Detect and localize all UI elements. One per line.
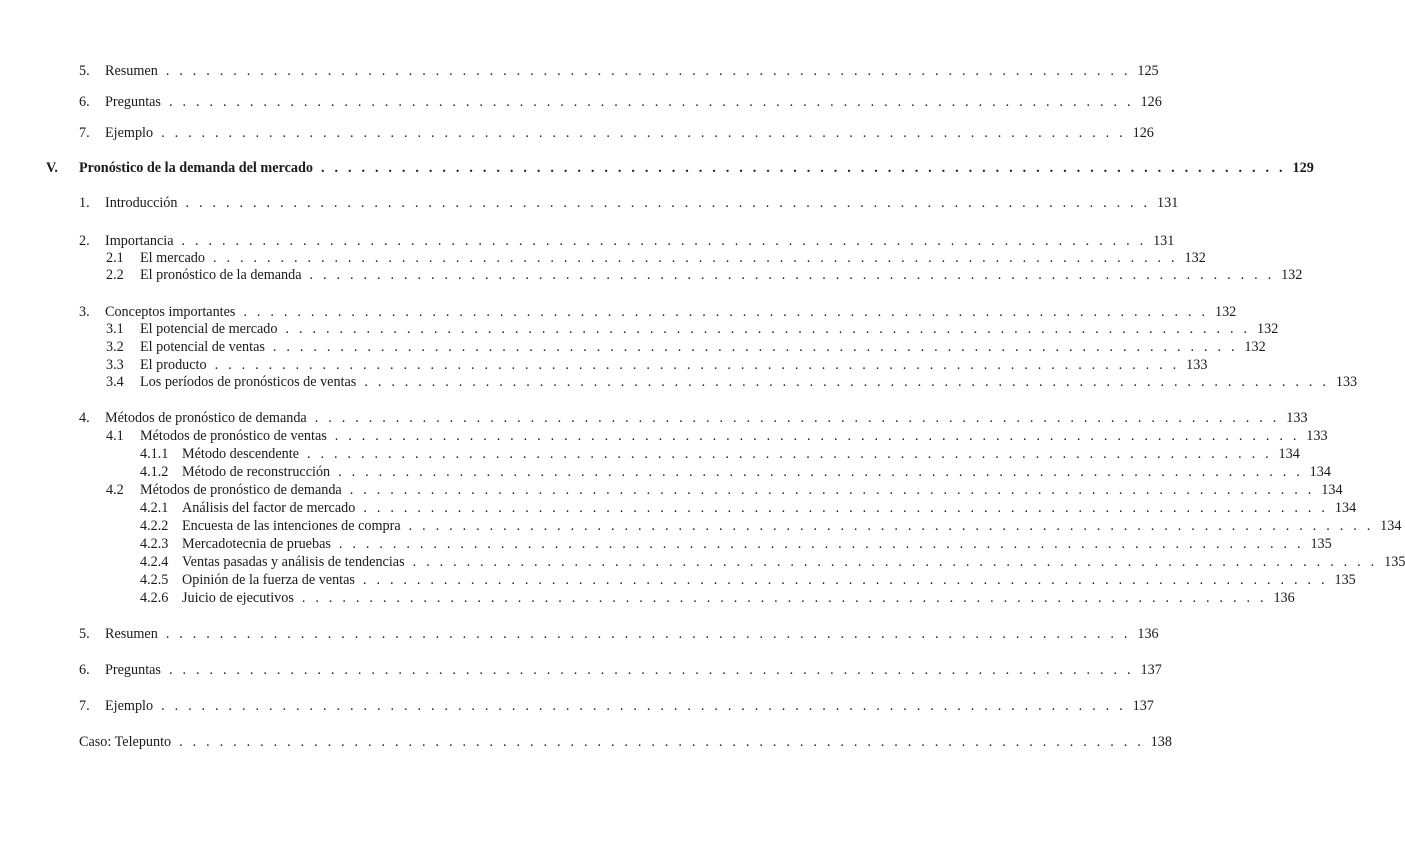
toc-entry-potencial-mercado[interactable]	[106, 320, 1279, 338]
entry-page: 137	[1140, 662, 1162, 678]
toc-entry-potencial-ventas[interactable]	[106, 338, 1266, 356]
entry-page: 126	[1140, 94, 1162, 110]
dot-leader: . . . . . . . . . . . . . . . . . . . . . . . . . . . . . . . . . . . . . . . . . . . . . . . . . . . . . . . . . . . . . . . . . . . . . . . .	[309, 267, 1275, 283]
entry-title: Método de reconstrucción	[182, 464, 331, 480]
entry-number: 3.	[79, 304, 90, 320]
entry-title: Los períodos de pronósticos de ventas	[140, 374, 357, 390]
dot-leader: . . . . . . . . . . . . . . . . . . . . . . . . . . . . . . . . . . . . . . . . . . . . . . . . . . . . . . . . . . . . . . . . . . . . . . . .	[338, 464, 1303, 480]
entry-title: Juicio de ejecutivos	[182, 590, 294, 606]
dot-leader: . . . . . . . . . . . . . . . . . . . . . . . . . . . . . . . . . . . . . . . . . . . . . . . . . . . . . . . . . . . . . . . . . . . . . . . .	[243, 304, 1209, 320]
toc-entry-resumen[interactable]	[79, 62, 1159, 80]
entry-title: Resumen	[105, 63, 158, 79]
dot-leader: . . . . . . . . . . . . . . . . . . . . . . . . . . . . . . . . . . . . . . . . . . . . . . . . . . . . . . . . . . . . . . . . . . . . . . . .	[320, 160, 1286, 176]
dot-leader: . . . . . . . . . . . . . . . . . . . . . . . . . . . . . . . . . . . . . . . . . . . . . . . . . . . . . . . . . . . . . . . . . . . . . . . .	[168, 94, 1134, 110]
toc-entry-analisis-factor[interactable]	[140, 499, 1357, 517]
entry-number: 5.	[79, 63, 90, 79]
entry-page: 133	[1335, 374, 1358, 390]
entry-number: 4.2.4	[140, 554, 169, 570]
toc-entry-conceptos[interactable]	[79, 303, 1237, 321]
dot-leader: . . . . . . . . . . . . . . . . . . . . . . . . . . . . . . . . . . . . . . . . . . . . . . . . . . . . . . . . . . . . . . . . . . . . . . . .	[185, 195, 1151, 211]
entry-number: 4.1.2	[140, 464, 169, 480]
entry-number: 7.	[79, 125, 90, 141]
toc-entry-caso-telepunto[interactable]	[79, 733, 1172, 751]
dot-leader: . . . . . . . . . . . . . . . . . . . . . . . . . . . . . . . . . . . . . . . . . . . . . . . . . . . . . . . . . . . . . . . . . . . . . . . .	[408, 518, 1374, 534]
dot-leader: . . . . . . . . . . . . . . . . . . . . . . . . . . . . . . . . . . . . . . . . . . . . . . . . . . . . . . . . . . . . . . . . . . . . . . . .	[168, 662, 1134, 678]
dot-leader: . . . . . . . . . . . . . . . . . . . . . . . . . . . . . . . . . . . . . . . . . . . . . . . . . . . . . . . . . . . . . . . . . . . . . . . .	[213, 250, 1178, 266]
entry-number: 4.2.6	[140, 590, 169, 606]
dot-leader: . . . . . . . . . . . . . . . . . . . . . . . . . . . . . . . . . . . . . . . . . . . . . . . . . . . . . . . . . . . . . . . . . . . . . . . .	[161, 125, 1126, 141]
dot-leader: . . . . . . . . . . . . . . . . . . . . . . . . . . . . . . . . . . . . . . . . . . . . . . . . . . . . . . . . . . . . . . . . . . . . . . . .	[179, 734, 1144, 750]
dot-leader: . . . . . . . . . . . . . . . . . . . . . . . . . . . . . . . . . . . . . . . . . . . . . . . . . . . . . . . . . . . . . . . . . . . . . . . .	[349, 482, 1315, 498]
entry-title: Mercadotecnia de pruebas	[182, 536, 331, 552]
entry-title: Resumen	[105, 626, 158, 642]
toc-entry-ventas-pasadas[interactable]	[140, 553, 1405, 571]
toc-entry-resumen-2[interactable]	[79, 625, 1159, 643]
entry-number: 4.2.5	[140, 572, 169, 588]
entry-page: 131	[1157, 195, 1179, 211]
entry-page: 134	[1380, 518, 1402, 534]
entry-number: 4.2.2	[140, 518, 169, 534]
entry-title: Preguntas	[105, 94, 161, 110]
toc-entry-preguntas-2[interactable]	[79, 661, 1162, 679]
entry-number: 4.1.1	[140, 446, 169, 462]
entry-number: 3.3	[106, 357, 124, 373]
entry-number: 7.	[79, 698, 90, 714]
toc-chapter-v[interactable]	[46, 159, 1314, 177]
entry-title: Opinión de la fuerza de ventas	[182, 572, 355, 588]
dot-leader: . . . . . . . . . . . . . . . . . . . . . . . . . . . . . . . . . . . . . . . . . . . . . . . . . . . . . . . . . . . . . . . . . . . . . . . .	[314, 410, 1280, 426]
entry-page: 132	[1281, 267, 1303, 283]
entry-page: 134	[1278, 446, 1300, 462]
toc-entry-ejemplo-2[interactable]	[79, 697, 1154, 715]
entry-page: 137	[1132, 698, 1154, 714]
entry-number: 3.2	[106, 339, 124, 355]
entry-title: Conceptos importantes	[105, 304, 236, 320]
entry-page: 133	[1186, 357, 1208, 373]
entry-number: 4.2	[106, 482, 124, 498]
entry-page: 126	[1132, 125, 1154, 141]
dot-leader: . . . . . . . . . . . . . . . . . . . . . . . . . . . . . . . . . . . . . . . . . . . . . . . . . . . . . . . . . . . . . . . . . . . . . . . .	[412, 554, 1378, 570]
entry-page: 134	[1321, 482, 1343, 498]
entry-title: Métodos de pronóstico de demanda	[140, 482, 342, 498]
entry-number: 2.2	[106, 267, 124, 283]
toc-entry-juicio[interactable]	[140, 589, 1295, 607]
entry-page: 132	[1214, 304, 1237, 320]
toc-entry-encuesta[interactable]	[140, 517, 1402, 535]
entry-title: El producto	[140, 357, 207, 373]
entry-number: 3.4	[106, 374, 124, 390]
entry-number: 4.2.3	[140, 536, 169, 552]
toc-entry-el-mercado[interactable]	[106, 249, 1206, 267]
entry-title: Análisis del factor de mercado	[182, 500, 356, 516]
entry-number: 1.	[79, 195, 90, 211]
toc-entry-metodos-pronostico-demanda[interactable]	[106, 481, 1343, 499]
entry-page: 131	[1153, 233, 1175, 249]
dot-leader: . . . . . . . . . . . . . . . . . . . . . . . . . . . . . . . . . . . . . . . . . . . . . . . . . . . . . . . . . . . . . . . . . . . . . . . .	[301, 590, 1267, 606]
entry-number: 5.	[79, 626, 90, 642]
dot-leader: . . . . . . . . . . . . . . . . . . . . . . . . . . . . . . . . . . . . . . . . . . . . . . . . . . . . . . . . . . . . . . . . . . . . . . . .	[165, 63, 1131, 79]
entry-page: 125	[1137, 63, 1159, 79]
entry-page: 133	[1306, 428, 1328, 444]
chapter-number: V.	[46, 160, 58, 176]
toc-entry-mercadotecnia[interactable]	[140, 535, 1332, 553]
dot-leader: . . . . . . . . . . . . . . . . . . . . . . . . . . . . . . . . . . . . . . . . . . . . . . . . . . . . . . . . . . . . . . . . . . . . . . . .	[364, 374, 1330, 390]
toc-entry-introduccion[interactable]	[79, 194, 1179, 212]
entry-page: 136	[1273, 590, 1295, 606]
entry-page: 132	[1257, 321, 1279, 337]
entry-title: Caso: Telepunto	[79, 734, 172, 750]
toc-entry-metodos-ventas[interactable]	[106, 427, 1328, 445]
entry-title: Ventas pasadas y análisis de tendencias	[182, 554, 405, 570]
dot-leader: . . . . . . . . . . . . . . . . . . . . . . . . . . . . . . . . . . . . . . . . . . . . . . . . . . . . . . . . . . . . . . . . . . . . . . . .	[334, 428, 1300, 444]
entry-page: 132	[1184, 250, 1206, 266]
entry-page: 138	[1150, 734, 1172, 750]
entry-page: 132	[1244, 339, 1266, 355]
entry-title: Métodos de pronóstico de ventas	[140, 428, 327, 444]
entry-title: Introducción	[105, 195, 178, 211]
entry-title: Importancia	[105, 233, 174, 249]
dot-leader: . . . . . . . . . . . . . . . . . . . . . . . . . . . . . . . . . . . . . . . . . . . . . . . . . . . . . . . . . . . . . . . . . . . . . . . .	[307, 446, 1272, 462]
toc-entry-ejemplo[interactable]	[79, 124, 1154, 142]
entry-number: 2.1	[106, 250, 124, 266]
dot-leader: . . . . . . . . . . . . . . . . . . . . . . . . . . . . . . . . . . . . . . . . . . . . . . . . . . . . . . . . . . . . . . . . . . . . . . . .	[161, 698, 1126, 714]
entry-page: 136	[1137, 626, 1159, 642]
entry-page: 135	[1310, 536, 1332, 552]
entry-page: 134	[1334, 500, 1357, 516]
entry-title: El pronóstico de la demanda	[140, 267, 302, 283]
entry-page: 134	[1309, 464, 1331, 480]
entry-number: 4.2.1	[140, 500, 169, 516]
entry-number: 6.	[79, 94, 90, 110]
entry-number: 3.1	[106, 321, 124, 337]
entry-number: 2.	[79, 233, 90, 249]
dot-leader: . . . . . . . . . . . . . . . . . . . . . . . . . . . . . . . . . . . . . . . . . . . . . . . . . . . . . . . . . . . . . . . . . . . . . . . .	[165, 626, 1131, 642]
entry-title: El potencial de mercado	[140, 321, 278, 337]
entry-number: 6.	[79, 662, 90, 678]
entry-title: El potencial de ventas	[140, 339, 265, 355]
toc-entry-opinion[interactable]	[140, 571, 1356, 589]
dot-leader: . . . . . . . . . . . . . . . . . . . . . . . . . . . . . . . . . . . . . . . . . . . . . . . . . . . . . . . . . . . . . . . . . . . . . . . .	[272, 339, 1238, 355]
entry-title: Métodos de pronóstico de demanda	[105, 410, 307, 426]
entry-number: 4.	[79, 410, 90, 426]
toc-entry-metodo-descendente[interactable]	[140, 445, 1300, 463]
entry-title: Encuesta de las intenciones de compra	[182, 518, 401, 534]
entry-page: 135	[1384, 554, 1405, 570]
dot-leader: . . . . . . . . . . . . . . . . . . . . . . . . . . . . . . . . . . . . . . . . . . . . . . . . . . . . . . . . . . . . . . . . . . . . . . . .	[285, 321, 1251, 337]
toc-entry-metodos-demanda[interactable]	[79, 409, 1308, 427]
toc-entry-producto[interactable]	[106, 356, 1208, 374]
dot-leader: . . . . . . . . . . . . . . . . . . . . . . . . . . . . . . . . . . . . . . . . . . . . . . . . . . . . . . . . . . . . . . . . . . . . . . . .	[214, 357, 1180, 373]
entry-title: Ejemplo	[105, 125, 154, 141]
chapter-title: Pronóstico de la demanda del mercado	[79, 160, 313, 176]
entry-title: Preguntas	[105, 662, 161, 678]
entry-title: El mercado	[140, 250, 205, 266]
dot-leader: . . . . . . . . . . . . . . . . . . . . . . . . . . . . . . . . . . . . . . . . . . . . . . . . . . . . . . . . . . . . . . . . . . . . . . . .	[362, 572, 1328, 588]
dot-leader: . . . . . . . . . . . . . . . . . . . . . . . . . . . . . . . . . . . . . . . . . . . . . . . . . . . . . . . . . . . . . . . . . . . . . . . .	[363, 500, 1329, 516]
toc-entry-preguntas[interactable]	[79, 93, 1162, 111]
entry-page: 129	[1292, 160, 1314, 176]
toc-entry-metodo-reconstruccion[interactable]	[140, 463, 1331, 481]
entry-title: Método descendente	[182, 446, 300, 462]
entry-number: 4.1	[106, 428, 124, 444]
entry-page: 135	[1334, 572, 1356, 588]
entry-title: Ejemplo	[105, 698, 154, 714]
entry-page: 133	[1286, 410, 1308, 426]
dot-leader: . . . . . . . . . . . . . . . . . . . . . . . . . . . . . . . . . . . . . . . . . . . . . . . . . . . . . . . . . . . . . . . . . . . . . . . .	[338, 536, 1304, 552]
dot-leader: . . . . . . . . . . . . . . . . . . . . . . . . . . . . . . . . . . . . . . . . . . . . . . . . . . . . . . . . . . . . . . . . . . . . . . . .	[181, 233, 1147, 249]
toc-entry-importancia[interactable]	[79, 232, 1175, 250]
toc-entry-periodos[interactable]	[106, 373, 1358, 391]
toc-entry-pronostico-demanda[interactable]	[106, 266, 1303, 284]
